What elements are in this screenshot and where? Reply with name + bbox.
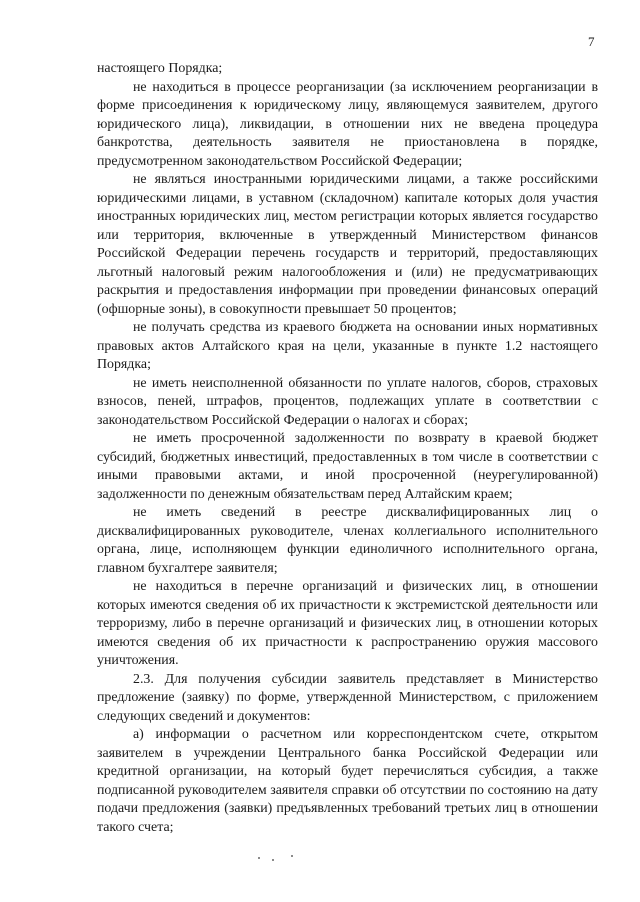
scan-artifact xyxy=(258,853,298,863)
paragraph-reorganization: не находиться в процессе реорганизации (за исключением реорганизации в форме присоединения к юридическому лицу, являющемуся заявителем, другого юридического лица), ликвидации, в отношении них не введена процедура банкротства, деятельность заявителя не приостановлена в порядке, предусмотренном законодательством Российской Федерации; xyxy=(97,79,598,169)
paragraph-overdue-debt: не иметь просроченной задолженности по возврату в краевой бюджет субсидий, бюджетных инвестиций, предоставленных в том числе в соответствии с иными правовыми актами, и иной просроченной (неурегулированной) задолженности по денежным обязательствам перед Алтайским краем; xyxy=(97,431,598,502)
paragraph-section-2-3: 2.3. Для получения субсидии заявитель представляет в Министерство предложение (заявку) по форме, утвержденной Министерством, с приложением следующих сведений и документов: xyxy=(97,671,598,724)
paragraph-foreign-entities: не являться иностранными юридическими лицами, а также российскими юридическими лицами, в уставном (складочном) капитале которых доля участия иностранных юридических лиц, местом регистрации которых является государство или территория, включенные в утвержденный Министерством финансов Российской Федерации перечень государств и территорий, предоставляющих льготный налоговый режим налогообложения и (или) не предусматривающих раскрытия и предоставления информации при проведении финансовых операций (офшорные зоны), в совокупности превышает 50 процентов; xyxy=(97,172,598,317)
paragraph-tax-obligations: не иметь неисполненной обязанности по уплате налогов, сборов, страховых взносов, пеней, штрафов, процентов, подлежащих уплате в соответствии с законодательством Российской Федерации о налогах и сборах; xyxy=(97,375,598,428)
page-number: 7 xyxy=(588,34,595,49)
paragraph-extremism-list: не находиться в перечне организаций и физических лиц, в отношении которых имеются сведения об их причастности к экстремистской деятельности или терроризму, либо в перечне организаций и физических лиц, в отношении которых имеются сведения об их причастности к распространению оружия массового уничтожения. xyxy=(97,579,598,668)
paragraph-continuation: настоящего Порядка; xyxy=(97,61,223,76)
document-body xyxy=(97,60,598,837)
paragraph-other-funding: не получать средства из краевого бюджета на основании иных нормативных правовых актов Алтайского края на цели, указанные в пункте 1.2 настоящего Порядка; xyxy=(97,320,598,372)
paragraph-item-a: а) информации о расчетном или корреспондентском счете, открытом заявителем в учреждении Центрального банка Российской Федерации или кредитной организации, на который будет перечисляться субсидия, а также подписанной руководителем заявителя справки об отсутствии по состоянию на дату подачи предложения (заявки) предъявленных требований третьих лиц в отношении такого счета; xyxy=(97,727,598,835)
paragraph-disqualified-registry: не иметь сведений в реестре дисквалифицированных лиц о дисквалифицированных руководителе, членах коллегиального исполнительного органа, лице, исполняющем функции единоличного исполнительного органа, главном бухгалтере заявителя; xyxy=(97,505,598,576)
